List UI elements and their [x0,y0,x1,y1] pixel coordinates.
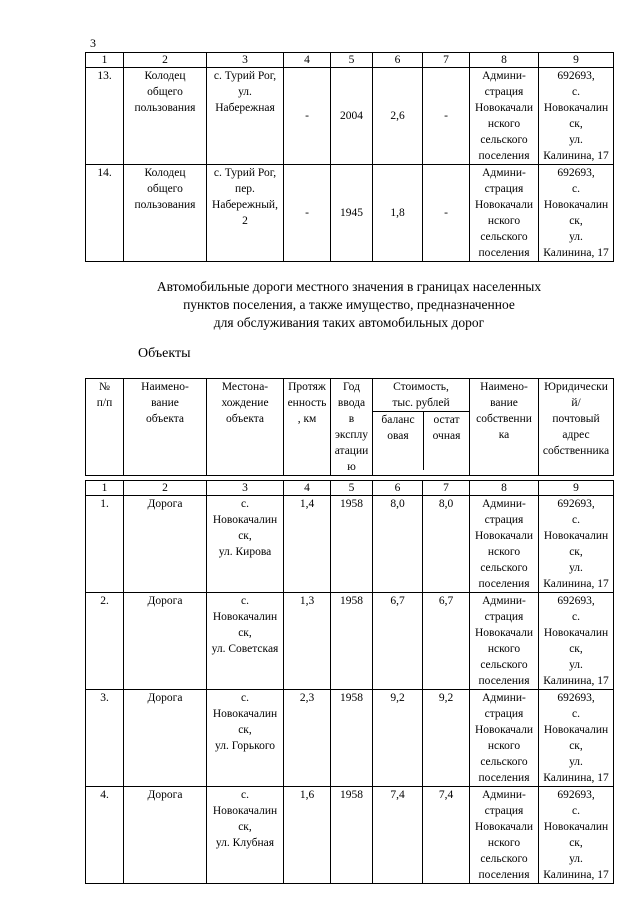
cell-num: 14. [86,165,124,262]
wells-table [85,52,614,262]
cell-residual: 9,2 [423,690,470,787]
column-number: 9 [539,481,614,496]
cell-location: с. Новокачалин ск, ул. Клубная [207,787,284,884]
cell-name: Дорога [124,496,207,593]
cell-length: 1,3 [284,593,331,690]
cell-location: с. Турий Рог, ул. Набережная [207,68,284,165]
cell-location: с. Турий Рог, пер. Набережный, 2 [207,165,284,262]
cell-location: с. Новокачалин ск, ул. Советская [207,593,284,690]
cell-year: 1945 [331,165,373,262]
header-balance: баланс овая [373,412,424,470]
cell-year: 1958 [331,787,373,884]
cell-balance: 7,4 [373,787,423,884]
header-owner: Наимено- вание собственни ка [470,379,539,476]
cell-num: 1. [86,496,124,593]
column-number: 7 [423,53,470,68]
column-number: 2 [124,53,207,68]
cell-owner: Админи- страция Новокачали нского сельского поселения [470,68,539,165]
cell-residual: - [423,165,470,262]
objects-subtitle: Объекты [138,346,191,361]
cell-length: 1,4 [284,496,331,593]
column-number: 1 [86,53,124,68]
column-number: 6 [373,53,423,68]
cell-length: 2,3 [284,690,331,787]
header-year: Год ввода в эксплу атации ю [331,379,373,476]
cell-address: 692693, с. Новокачалин ск, ул. Калинина, 17 [539,690,614,787]
column-number: 7 [423,481,470,496]
header-cost: Стоимость, тыс. рублей баланс овая остат очная [373,379,470,476]
cell-name: Колодец общего пользования [124,165,207,262]
cell-num: 2. [86,593,124,690]
column-number: 4 [284,481,331,496]
section-title: Автомобильные дороги местного значения в границах населенных пунктов поселения, а также имущество, предназначенное для обслуживания таких автомобильных дорог [156,279,542,330]
column-number-row [86,481,614,496]
cell-address: 692693, с. Новокачалин ск, ул. Калинина, 17 [539,496,614,593]
table-row [86,496,614,593]
column-number: 3 [207,481,284,496]
column-number: 8 [470,481,539,496]
column-number: 5 [331,481,373,496]
column-number: 2 [124,481,207,496]
cell-year: 1958 [331,496,373,593]
cell-residual: 7,4 [423,787,470,884]
cell-owner: Админи- страция Новокачали нского сельского поселения [470,593,539,690]
column-number: 4 [284,53,331,68]
column-number: 1 [86,481,124,496]
column-number: 5 [331,53,373,68]
cell-address: 692693, с. Новокачалин ск, ул. Калинина, 17 [539,68,614,165]
cell-balance: 1,8 [373,165,423,262]
cell-year: 1958 [331,690,373,787]
table-row [86,165,614,262]
cell-length: - [284,165,331,262]
cell-length: - [284,68,331,165]
cell-residual: - [423,68,470,165]
cell-num: 3. [86,690,124,787]
cell-year: 2004 [331,68,373,165]
table-row [86,593,614,690]
cell-balance: 9,2 [373,690,423,787]
cell-location: с. Новокачалин ск, ул. Кирова [207,496,284,593]
table-row [86,68,614,165]
cell-name: Дорога [124,593,207,690]
column-number: 3 [207,53,284,68]
cell-length: 1,6 [284,787,331,884]
roads-table [85,480,614,884]
column-number-row [86,53,614,68]
cell-balance: 6,7 [373,593,423,690]
cell-num: 4. [86,787,124,884]
roads-header-table [85,378,614,476]
cell-location: с. Новокачалин ск, ул. Горького [207,690,284,787]
cell-name: Дорога [124,690,207,787]
cell-balance: 8,0 [373,496,423,593]
cell-owner: Админи- страция Новокачали нского сельского поселения [470,496,539,593]
column-number: 8 [470,53,539,68]
column-number: 6 [373,481,423,496]
header-name: Наимено- вание объекта [124,379,207,476]
header-num: № п/п [86,379,124,476]
cell-year: 1958 [331,593,373,690]
table-row [86,690,614,787]
header-location: Местона- хождение объекта [207,379,284,476]
table-row [86,787,614,884]
header-length: Протяж енность , км [284,379,331,476]
cell-name: Дорога [124,787,207,884]
header-residual: остат очная [432,414,461,442]
header-address: Юридически й/ почтовый адрес собственника [539,379,614,476]
cell-address: 692693, с. Новокачалин ск, ул. Калинина, 17 [539,593,614,690]
cell-owner: Админи- страция Новокачали нского сельского поселения [470,690,539,787]
cell-num: 13. [86,68,124,165]
cell-residual: 6,7 [423,593,470,690]
cell-residual: 8,0 [423,496,470,593]
cell-owner: Админи- страция Новокачали нского сельского поселения [470,165,539,262]
cell-owner: Админи- страция Новокачали нского сельского поселения [470,787,539,884]
cell-address: 692693, с. Новокачалин ск, ул. Калинина, 17 [539,787,614,884]
cell-address: 692693, с. Новокачалин ск, ул. Калинина, 17 [539,165,614,262]
column-number: 9 [539,53,614,68]
cell-balance: 2,6 [373,68,423,165]
page-number: 3 [90,36,96,50]
cell-name: Колодец общего пользования [124,68,207,165]
